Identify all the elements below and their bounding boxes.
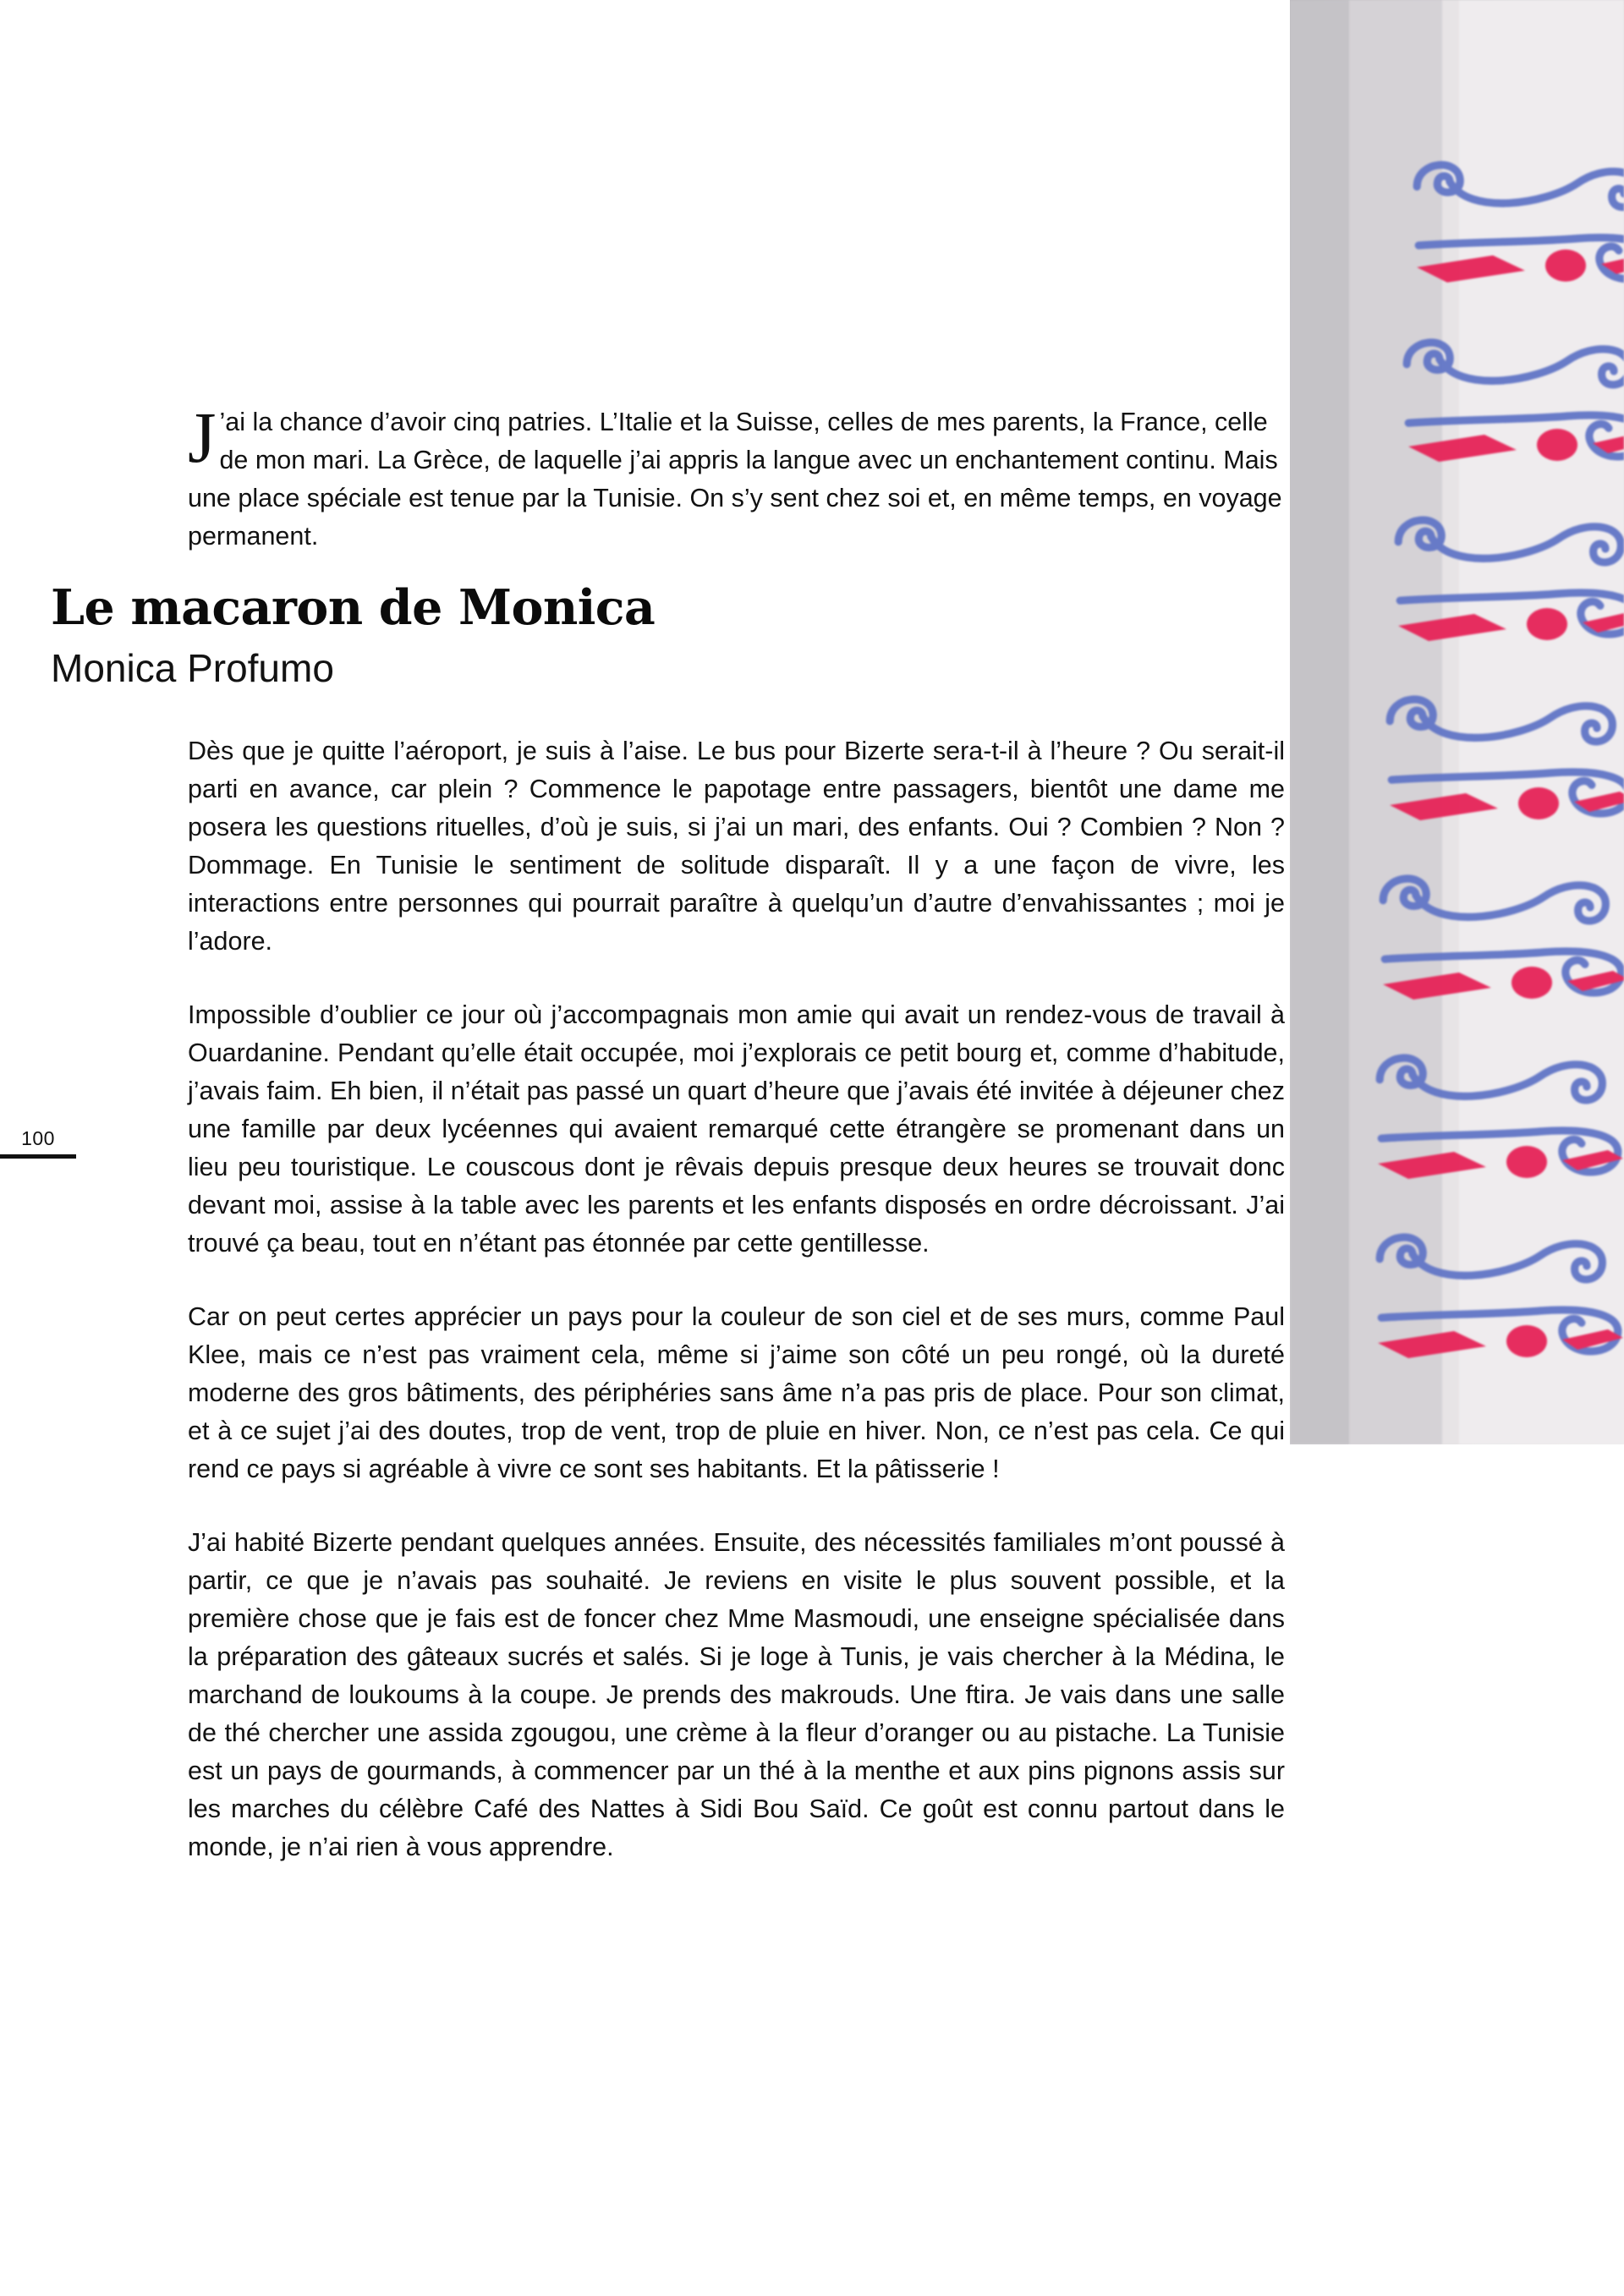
article-body — [188, 732, 1285, 1866]
drop-cap: J — [188, 397, 217, 478]
body-paragraph: Car on peut certes apprécier un pays pour la couleur de son ciel et de ses murs, comme Paul Klee, mais ce n’est pas vraiment cela, même si j’aime son côté un peu rongé, où la dureté moderne des gros bâtiments, des périphéries sans âme n’a pas pris de place. Pour son climat, et à ce sujet j’ai des doutes, trop de vent, trop de pluie en hiver. Non, ce n’est pas cela. Ce qui rend ce pays si agréable à vivre ce sont ses habitants. Et la pâtisserie ! — [188, 1301, 1285, 1483]
ceramic-pattern-photo — [1290, 0, 1624, 1444]
body-paragraph: J’ai habité Bizerte pendant quelques années. Ensuite, des nécessités familiales m’ont poussé à partir, ce que je n’avais pas souhaité. Je reviens en visite le plus souvent possible, et la première chose que je fais est de foncer chez Mme Masmoudi, une enseigne spécialisée dans la préparation des gâteaux sucrés et salés. Si je loge à Tunis, je vais chercher à la Médina, le marchand de loukoums à la coupe. Je prends des makrouds. Une ftira. Je vais dans une salle de thé chercher une assida zgougou, une crème à la fleur d’oranger ou au pistache. La Tunisie est un pays de gourmands, à commencer par un thé à la menthe et aux pins pignons assis sur les marches du célèbre Café des Nattes à Sidi Bou Saïd. Ce goût est connu partout dans le monde, je n’ai rien à vous apprendre. — [188, 1527, 1285, 1861]
folio-rule — [0, 1154, 76, 1159]
body-paragraph: Dès que je quitte l’aéroport, je suis à l’aise. Le bus pour Bizerte sera-t-il à l’heure ? Ou serait-il parti en avance, car plein ? Commence le papotage entre passagers, bientôt une dame me posera les questions rituelles, d’où je suis, si j’ai un mari, des enfants. Oui ? Combien ? Non ? Dommage. En Tunisie le sentiment de solitude disparaît. Il y a une façon de vivre, les interactions entre personnes qui pourrait paraître à quelqu’un d’autre d’envahissantes ; moi je l’adore. — [188, 736, 1285, 956]
standfirst — [188, 397, 1285, 556]
page-number: 100 — [21, 1127, 55, 1149]
page-folio — [0, 1129, 76, 1159]
standfirst-text: ’ai la chance d’avoir cinq patries. L’Italie et la Suisse, celles de mes parents, la France, celle de mon mari. La Grèce, de laquelle j’ai appris la langue avec un enchantement continu. Mais une place spéciale est tenue par la Tunisie. On s’y sent chez soi et, en même temps, en voyage permanent. — [188, 408, 1282, 551]
text-column — [51, 0, 1285, 1866]
author-byline: Monica Profumo — [51, 645, 334, 690]
page-title: Le macaron de Monica — [51, 578, 656, 636]
body-paragraph: Impossible d’oublier ce jour où j’accompagnais mon amie qui avait un rendez-vous de travail à Ouardanine. Pendant qu’elle était occupée, moi j’explorais ce petit bourg et, comme d’habitude, j’avais faim. Eh bien, il n’était pas passé un quart d’heure que j’avais été invitée à déjeuner chez une famille par deux lycéennes qui avaient remarqué cette étrangère se promenant dans un lieu peu touristique. Le couscous dont je rêvais depuis presque deux heures se trouvait donc devant moi, assise à la table avec les parents et les enfants disposés en ordre décroissant. J’ai trouvé ça beau, tout en n’étant pas étonnée par cette gentillesse. — [188, 1000, 1285, 1258]
